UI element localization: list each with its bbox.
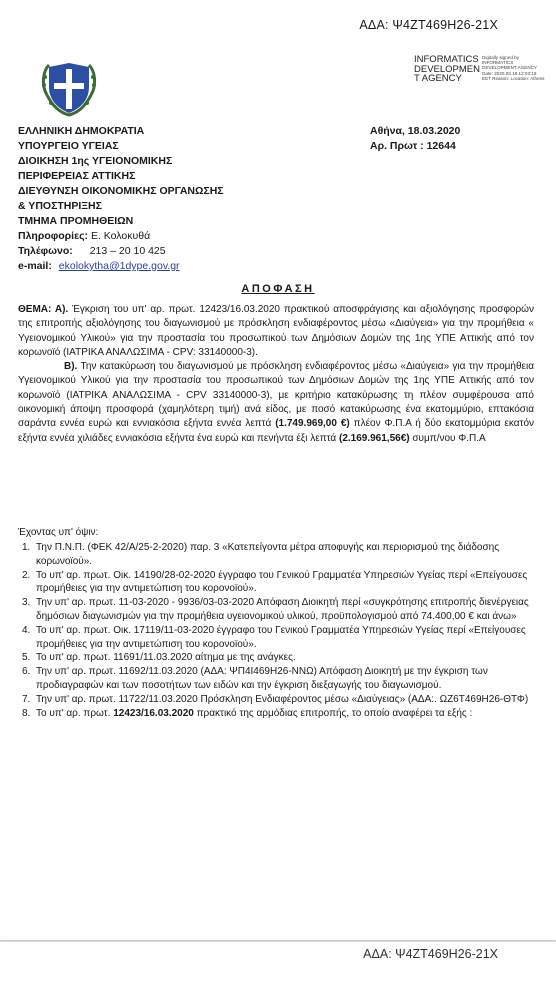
item-number: 6.	[22, 666, 31, 678]
signature-org-line1: INFORMATICS	[414, 54, 479, 65]
list-item	[18, 707, 530, 721]
item-number: 4.	[22, 624, 31, 636]
item-text: Την υπ' αρ. πρωτ. 11692/11.03.2020 (ΑΔΑ: ΨΠ4Ι469Η26-ΝΝΩ) Απόφαση Διοικητή με την έγκριση των προδιαγραφών και των ποσοτήτων των ειδών και την έγκριση διεξαγωγής του διαγωνισμού.	[36, 666, 488, 691]
document-title: ΑΠΟΦΑΣΗ	[241, 283, 315, 295]
phone-label: Τηλέφωνο:	[18, 245, 73, 257]
phone-row	[18, 244, 318, 259]
subject-b-text: πλέον Φ.Π.Α ή δύο εκατομμύρια εκατόν εξήντα εννέα χιλιάδες εννιακόσια εξήντα ένα ευρώ και πενήντα έξι λεπτά	[18, 418, 535, 444]
email-row	[18, 259, 318, 274]
info-value: Ε. Κολοκυθά	[90, 230, 151, 242]
item-number: 8.	[22, 707, 31, 719]
protocol-number: Αρ. Πρωτ : 12644	[370, 140, 456, 152]
issuer-line: ΔΙΟΙΚΗΣΗ 1ης ΥΓΕΙΟΝΟΜΙΚΗΣ	[18, 155, 173, 167]
issuer-block	[18, 124, 318, 274]
issuer-line: ΕΛΛΗΝΙΚΗ ΔΗΜΟΚΡΑΤΙΑ	[18, 125, 145, 137]
item-number: 2.	[22, 569, 31, 581]
signature-details: Digitally signed by INFORMATICS DEVELOPMENT AGENCY Date: 2020.03.18 12:03:18 EET Reason: Location: Athens	[482, 55, 545, 81]
list-item	[18, 665, 530, 693]
considerations-list	[18, 541, 530, 720]
subject-b-text: Την κατακύρωση του διαγωνισμού με πρόσκληση ενδιαφέροντος μέσω «Διαύγεια» για την προμήθεια Υγειονομικού Υλικού για την προστασία του προσωπικού των Δημόσιων Δομών της 1ης ΥΠΕ Αττικής από τον κορωνοϊό (ΙΑΤΡΙΚΑ ΑΝΑΛΩΣΙΜΑ - CPV 33140000-3), με κριτήριο κατακύρωσης τη πλέον συμφέρουσα από οικονομική άποψη προσφορά (χαμηλότερη τιμή) ανά είδος, με ποσό κατακύρωσης ένα εκατομμύριο, επτακόσια σαράντα εννέα ευρώ και εννιακόσια εξήντα εννέα λεπτά	[18, 361, 534, 430]
email-label: e-mail:	[18, 260, 52, 272]
subject-b-paragraph	[18, 360, 534, 446]
item-text: Την υπ' αρ. πρωτ. 11722/11.03.2020 Πρόσκληση Ενδιαφέροντος μέσω «Διαύγειας» (ΑΔΑ:. ΩΖ6Τ469Η26-ΘΤΦ)	[36, 693, 529, 705]
issuer-line: ΠΕΡΙΦΕΡΕΙΑΣ ΑΤΤΙΚΗΣ	[18, 170, 136, 182]
subject-a-text: Έγκριση του υπ' αρ. πρωτ. 12423/16.03.2020 πρακτικού αποσφράγισης και αξιολόγησης προσφορών της επιτροπής αξιολόγησης του διαγωνισμού με πρόσκληση ενδιαφέροντος μέσω «Διαύγεια» για την προμήθεια « Υγειονομικού Υλικού» για την προστασία του προσωπικού των Δημόσιων Δομών της 1ης ΥΠΕ Αττικής από τον κορωνοϊό (ΙΑΤΡΙΚΑ ΑΝΑΛΩΣΙΜΑ - CPV: 33140000-3).	[18, 304, 534, 358]
subject-section	[18, 303, 534, 446]
amount-net: (1.749.969,00 €)	[275, 418, 350, 430]
list-item	[18, 596, 530, 624]
item-number: 5.	[22, 652, 31, 664]
email-link[interactable]: ekolokytha@1dype.gov.gr	[58, 260, 180, 272]
subject-a-paragraph	[18, 303, 534, 360]
signature-org-line3: T AGENCY	[414, 73, 462, 84]
subject-b-label: Β).	[64, 361, 78, 373]
item-text: πρακτικό της αρμόδιας επιτροπής, το οποίο αναφέρει τα εξής :	[193, 707, 473, 719]
phone-value: 213 – 20 10 425	[89, 245, 166, 257]
info-label: Πληροφορίες:	[18, 230, 89, 242]
item-text: Την υπ' αρ. πρωτ. 11-03-2020 - 9936/03-03-2020 Απόφαση Διοικητή περί «συγκρότησης επιτροπής διενέργειας δημόσιων διαγωνισμών για την προμήθεια υγειονομικού υλικού, προϋπολογισμού από 74.400,00 € και άνω»	[36, 597, 529, 622]
signature-org-line2: DEVELOPMEN	[414, 63, 480, 75]
considering-label: Έχοντας υπ' όψιν:	[18, 527, 99, 538]
issuer-line: ΥΠΟΥΡΓΕΙΟ ΥΓΕΙΑΣ	[18, 140, 119, 152]
item-text: Το υπ' αρ. πρωτ. Οικ. 14190/28-02-2020 έγγραφο του Γενικού Γραμματέα Υπηρεσιών Υγείας περί «Επείγουσες προμήθειες για την αντιμετώπιση του κορονοϊού».	[36, 569, 528, 595]
greek-coat-of-arms-icon	[37, 55, 101, 119]
list-item	[18, 624, 530, 652]
issuer-line: ΔΙΕΥΘΥΝΣΗ ΟΙΚΟΝΟΜΙΚΗΣ ΟΡΓΑΝΩΣΗΣ	[18, 185, 224, 197]
list-item	[18, 651, 530, 665]
list-item	[18, 569, 530, 597]
subject-b-text: συμπ/νου Φ.Π.Α	[409, 432, 486, 444]
issuer-line: & ΥΠΟΣΤΗΡΙΞΗΣ	[18, 200, 102, 212]
item-text: Την Π.Ν.Π. (ΦΕΚ 42/Α/25-2-2020) παρ. 3 «Κατεπείγοντα μέτρα αποφυγής και περιορισμού της διάδοσης κορωνοϊού».	[36, 542, 500, 567]
item-number: 1.	[22, 542, 31, 553]
amount-gross: (2.169.961,56€)	[338, 432, 410, 444]
info-row	[18, 229, 318, 244]
item-text: Το υπ' αρ. πρωτ. Οικ. 17119/11-03-2020 έγγραφο του Γενικού Γραμματέα Υπηρεσιών Υγείας περί «Επείγουσες προμήθειες για την αντιμετώπιση του κορονοϊού».	[36, 624, 526, 650]
document-date: Αθήνα, 18.03.2020	[370, 125, 461, 137]
list-item	[18, 693, 530, 707]
item-text: Το υπ' αρ. πρωτ. 11691/11.03.2020 αίτημα με της ανάγκες.	[36, 652, 296, 664]
ada-code-next-page: ΑΔΑ: Ψ4ΖΤ469Η26-21Χ	[363, 947, 498, 961]
date-protocol-block	[370, 124, 460, 154]
item-text: Το υπ' αρ. πρωτ.	[36, 707, 114, 719]
digital-signature	[414, 55, 544, 99]
next-page-edge	[0, 942, 556, 982]
subject-label: ΘΕΜΑ: Α).	[18, 304, 69, 315]
list-item	[18, 541, 530, 569]
issuer-line: ΤΜΗΜΑ ΠΡΟΜΗΘΕΙΩΝ	[18, 215, 134, 227]
item-number: 3.	[22, 597, 31, 609]
item-number: 7.	[22, 693, 31, 705]
item-protocol-ref: 12423/16.03.2020	[113, 707, 194, 719]
ada-code: ΑΔΑ: Ψ4ΖΤ469Η26-21Χ	[359, 18, 498, 32]
